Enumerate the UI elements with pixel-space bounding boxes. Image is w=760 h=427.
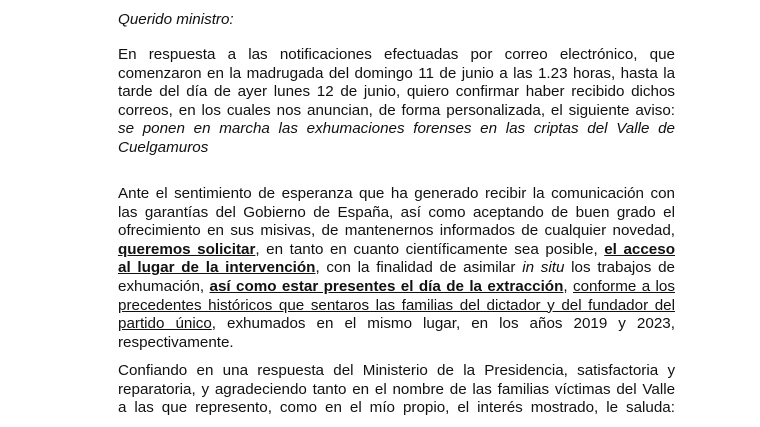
emphasis-presence: así como estar presentes el día de la extracción (209, 277, 564, 295)
paragraph-request (118, 185, 675, 352)
text-line: a las que represento, como en el mío propio, el interés mostrado, le saluda: (118, 399, 675, 417)
text-line: Confiando en una respuesta del Ministerio de la Presidencia, satisfactoria y (118, 362, 676, 379)
paragraph-closing (118, 362, 675, 418)
underlined-precedent: conforme a los (573, 277, 675, 295)
text-line: las garantías del Gobierno de España, así como aceptando de buen grado el (118, 203, 675, 221)
text-line: En respuesta a las notificaciones efectuadas por correo electrónico, que (118, 46, 675, 63)
text-line: reparatoria, y agradeciendo tanto en el nombre de las familias víctimas del Valle (118, 380, 676, 398)
in-situ-text: in situ (522, 259, 565, 277)
notice-text-line: Cuelgamuros (118, 138, 209, 156)
salutation (118, 11, 675, 30)
text-line: Ante el sentimiento de esperanza que ha generado recibir la comunicación con (118, 185, 675, 202)
salutation-text: Querido ministro: (118, 11, 234, 28)
text-line: respectivamente. (118, 333, 234, 351)
notice-text-line: se ponen en marcha las exhumaciones forenses en las criptas del Valle de (118, 120, 675, 138)
text-line: correos, en los cuales nos anuncian, de forma personalizada, el siguiente aviso: (118, 101, 675, 119)
underlined-party: partido único (118, 315, 212, 333)
emphasis-site: al lugar de la intervención (118, 259, 316, 277)
text-line: al lugar de la intervención, con la finalidad de asimilar in situ los trabajos de (118, 259, 675, 277)
paragraph-response (118, 46, 675, 158)
emphasis-request: queremos solicitar (118, 240, 256, 258)
underlined-precedent-line: precedentes históricos que sentaros las familias del dictador y del fundador del (118, 296, 675, 314)
text-line: partido único, exhumados en el mismo lugar, en los años 2019 y 2023, (118, 315, 675, 333)
text-line: queremos solicitar, en tanto en cuanto científicamente sea posible, el acceso (118, 240, 675, 258)
text-line: exhumación, así como estar presentes el día de la extracción, conforme a los (118, 277, 675, 295)
text-line: comenzaron en la madrugada del domingo 11 de junio a las 1.23 horas, hasta la (118, 64, 676, 82)
emphasis-access: el acceso (604, 240, 675, 258)
text-line: ofrecimiento en sus misivas, de mantenernos informados de cualquier novedad, (118, 222, 676, 240)
text-line: tarde del día de ayer lunes 12 de junio, quiero confirmar haber recibido dichos (118, 83, 675, 101)
